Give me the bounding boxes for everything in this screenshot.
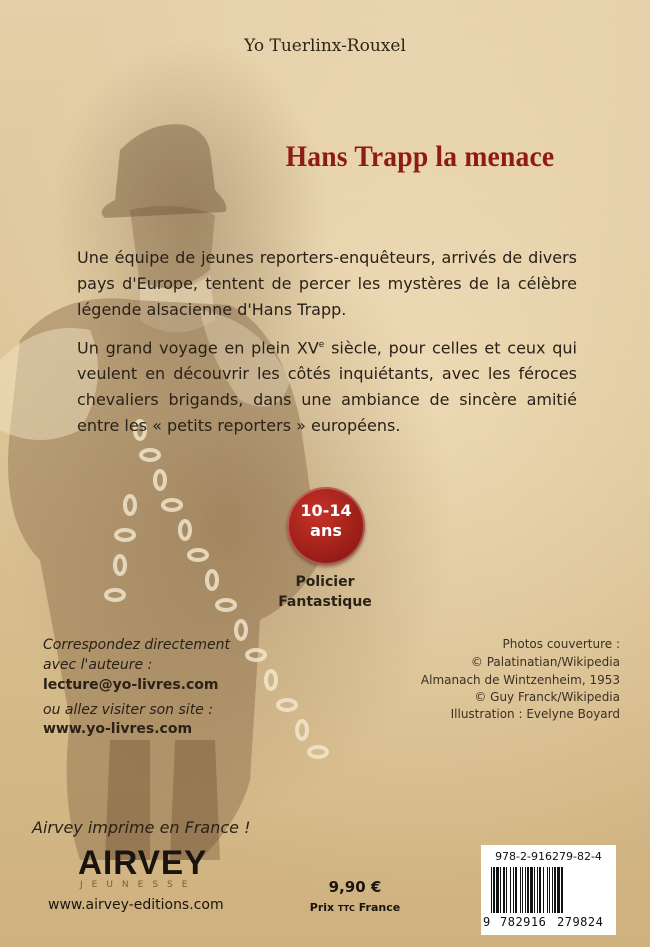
publisher-logo-subtitle: JEUNESSE [80, 880, 197, 890]
contact-text-2: avec l'auteure : [43, 657, 153, 673]
genre-label-2: Fantastique [278, 594, 372, 610]
book-title: Hans Trapp la menace [285, 140, 555, 173]
isbn-number: 978-2-916279-82-4 [495, 850, 602, 863]
age-range-value: 10-14 [300, 501, 352, 520]
photo-credit-line: © Palatinatian/Wikipedia [470, 655, 620, 669]
book-price: 9,90 € [328, 878, 382, 896]
illustration-credit: Illustration : Evelyne Boyard [450, 707, 620, 721]
isbn-barcode: 978-2-916279-82-4 9 782916 279824 [481, 845, 616, 935]
age-range-badge [287, 487, 365, 565]
photo-credit-line: Almanach de Wintzenheim, 1953 [420, 673, 620, 687]
age-range-unit: ans [310, 521, 342, 540]
author-email-link[interactable]: lecture@yo-livres.com [43, 677, 219, 693]
photo-credit-line: © Guy Franck/Wikipedia [474, 690, 620, 704]
photo-credit-heading: Photos couverture : [502, 637, 620, 651]
author-name: Yo Tuerlinx-Rouxel [244, 36, 406, 56]
price-note: Prix TTC France [309, 901, 401, 914]
contact-text-1: Correspondez directement [43, 637, 230, 653]
publisher-logo-wordmark: AIRVEY [78, 844, 208, 882]
genre-label-1: Policier [295, 574, 355, 590]
barcode-bars-icon [491, 867, 609, 913]
printed-in-france-note: Airvey imprime en France ! [32, 818, 251, 837]
contact-text-3: ou allez visiter son site : [43, 702, 213, 718]
synopsis-paragraph-1: Une équipe de jeunes reporters-enquêteurs, arrivés de divers pays d'Europe, tentent de percer les mystères de la célèbre légende alsacienne d'Hans Trapp. [77, 248, 577, 319]
author-website-link[interactable]: www.yo-livres.com [43, 721, 193, 737]
synopsis-paragraph-2: Un grand voyage en plein XVe siècle, pour celles et ceux qui veulent en découvrir les côtés inquiétants, avec les féroces chevaliers brigands, dans une ambiance de sincère amitié entre les « petits reporters » européens. [77, 338, 578, 436]
publisher-logo [78, 846, 208, 890]
publisher-website-link[interactable]: www.airvey-editions.com [48, 897, 224, 913]
